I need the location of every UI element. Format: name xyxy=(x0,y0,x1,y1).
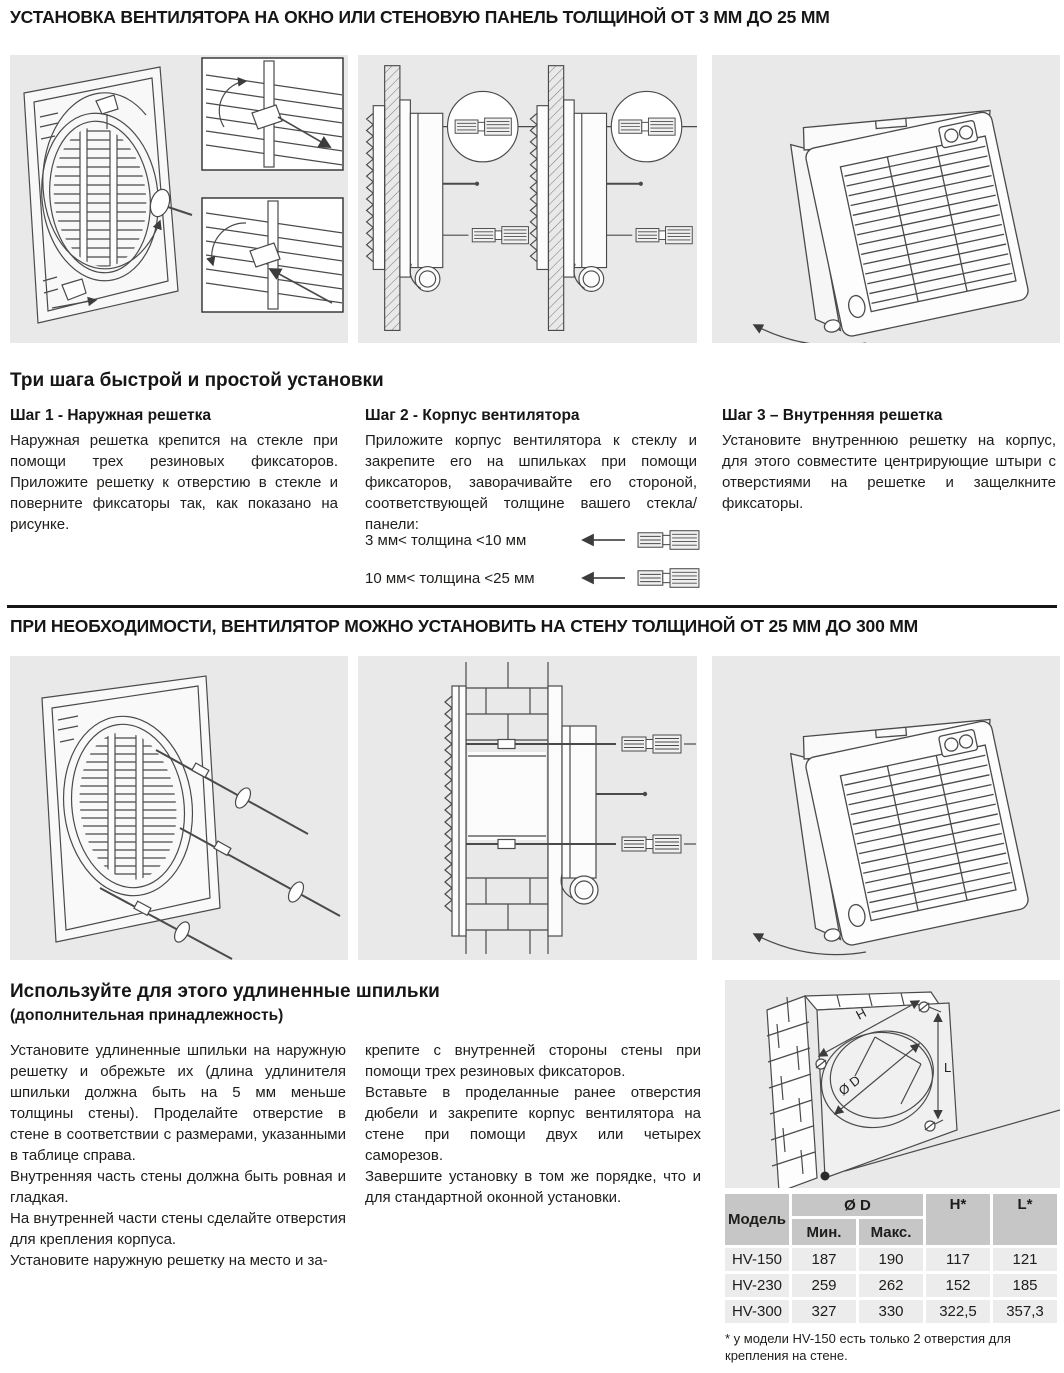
step-3-title: Шаг 3 – Внутренняя решетка xyxy=(722,407,943,424)
table-row-cell-model: HV-300 xyxy=(725,1300,789,1323)
fixator-plug-icon xyxy=(637,566,701,590)
dimension-label-d: Ø D xyxy=(835,1072,864,1099)
steps-intro-heading: Три шага быстрой и простой установки xyxy=(10,370,384,391)
step-2-title: Шаг 2 - Корпус вентилятора xyxy=(365,407,580,424)
panel-wall-inner-grille xyxy=(712,656,1060,960)
page-title-window-install: УСТАНОВКА ВЕНТИЛЯТОРА НА ОКНО ИЛИ СТЕНОВУЮ ПАНЕЛЬ ТОЛЩИНОЙ ОТ 3 ММ ДО 25 ММ xyxy=(10,7,830,27)
spec-table xyxy=(725,1194,1057,1323)
pins-heading: Используйте для этого удлиненные шпильки xyxy=(10,981,440,1002)
fan-body-side-mount-illustration xyxy=(358,55,697,343)
header-cell-model: Модель xyxy=(725,1194,789,1245)
paragraph: На внутренней части стены сделайте отверстия для крепления корпуса. xyxy=(10,1210,346,1248)
paragraph: Установите удлиненные шпильки на наружную решетку и обрежьте их (длина удлинителя шпильки должна быть на 5 мм меньше толщины стены). Проделайте отверстие в стене в соответствии с размерами, указанными в таблице справа. xyxy=(10,1042,346,1164)
paragraph: Завершите установку в том же порядке, что и для стандартной оконной установки. xyxy=(365,1168,701,1206)
header-cell-min: Мин. xyxy=(792,1219,856,1245)
thickness-label: 3 мм< толщина <10 мм xyxy=(365,531,527,549)
panel-grille-extended-pins xyxy=(10,656,348,960)
step-3-body: Установите внутреннюю решетку на корпус, для этого совместите центрирующие штыри с отверстиями на решетке и защелкните фиксаторы. xyxy=(722,432,1056,512)
pins-subheading: (дополнительная принадлежность) xyxy=(10,1007,284,1024)
table-row-cell-dmin: 327 xyxy=(792,1300,856,1323)
table-footnote: * у модели HV-150 есть только 2 отверстия для крепления на стене. xyxy=(725,1331,1011,1363)
panel-step3-inner-grille xyxy=(712,55,1060,343)
step-2-body: Приложите корпус вентилятора к стеклу и закрепите его на шпильках при помощи фиксаторов, заворачивайте его стороной, соответствующей толщине вашего стекла/панели: xyxy=(365,432,697,533)
table-row-cell-dmax: 330 xyxy=(859,1300,923,1323)
section-divider xyxy=(7,605,1057,608)
table-row-cell-h: 152 xyxy=(926,1274,990,1297)
header-cell-h: H* xyxy=(926,1194,990,1245)
fixator-plug-icon xyxy=(637,528,701,552)
inner-grille-hinge-illustration xyxy=(712,656,1060,960)
page-title-wall-install: ПРИ НЕОБХОДИМОСТИ, ВЕНТИЛЯТОР МОЖНО УСТАНОВИТЬ НА СТЕНУ ТОЛЩИНОЙ ОТ 25 ММ ДО 300 ММ xyxy=(10,616,919,636)
panel-wall-cross-section xyxy=(358,656,697,960)
left-arrow-icon xyxy=(571,571,629,585)
wall-cross-section-illustration xyxy=(358,656,697,960)
header-cell-l: L* xyxy=(993,1194,1057,1245)
outer-grille-illustration xyxy=(10,55,348,343)
step-2-column xyxy=(365,407,697,535)
thickness-row-2 xyxy=(365,564,701,592)
dimension-label-h: H xyxy=(853,1004,869,1023)
panel-wall-hole-dimensions xyxy=(725,980,1060,1188)
step-1-column xyxy=(10,407,338,535)
panel-step2-fan-body xyxy=(358,55,697,343)
table-row-cell-l: 121 xyxy=(993,1248,1057,1271)
table-row-cell-model: HV-150 xyxy=(725,1248,789,1271)
thickness-label: 10 мм< толщина <25 мм xyxy=(365,569,535,587)
panel-step1-outer-grille xyxy=(10,55,348,343)
table-row-cell-l: 185 xyxy=(993,1274,1057,1297)
left-arrow-icon xyxy=(571,533,629,547)
table-row-cell-h: 117 xyxy=(926,1248,990,1271)
step-1-body: Наружная решетка крепится на стекле при помощи трех резиновых фиксаторов. Приложите решетку к отверстию в стекле и поверните фиксаторы так, как показано на рисунке. xyxy=(10,432,338,533)
grille-extended-pins-illustration xyxy=(10,656,348,960)
paragraph: Внутренняя часть стены должна быть ровная и гладкая. xyxy=(10,1168,346,1206)
paragraph: крепите с внутренней стороны стены при помощи трех резиновых фиксаторов. xyxy=(365,1042,701,1080)
header-cell-diameter: Ø D xyxy=(792,1194,923,1216)
pins-text-column-1 xyxy=(10,1040,346,1271)
paragraph: Установите наружную решетку на место и за- xyxy=(10,1252,328,1269)
table-row-cell-l: 357,3 xyxy=(993,1300,1057,1323)
pins-text-column-2 xyxy=(365,1040,701,1208)
table-row-cell-model: HV-230 xyxy=(725,1274,789,1297)
thickness-row-1 xyxy=(365,526,701,554)
step-3-column xyxy=(722,407,1056,514)
table-row-cell-dmax: 262 xyxy=(859,1274,923,1297)
table-row-cell-dmin: 187 xyxy=(792,1248,856,1271)
table-row-cell-dmin: 259 xyxy=(792,1274,856,1297)
table-row-cell-h: 322,5 xyxy=(926,1300,990,1323)
step-1-title: Шаг 1 - Наружная решетка xyxy=(10,407,211,424)
dimension-label-l: L xyxy=(944,1060,952,1075)
table-row-cell-dmax: 190 xyxy=(859,1248,923,1271)
inner-grille-hinge-illustration xyxy=(712,55,1060,343)
paragraph: Вставьте в проделанные ранее отверстия дюбели и закрепите корпус вентилятора на стене при помощи двух или четырех саморезов. xyxy=(365,1084,701,1164)
wall-hole-dimensions-illustration xyxy=(725,980,1060,1188)
header-cell-max: Макс. xyxy=(859,1219,923,1245)
